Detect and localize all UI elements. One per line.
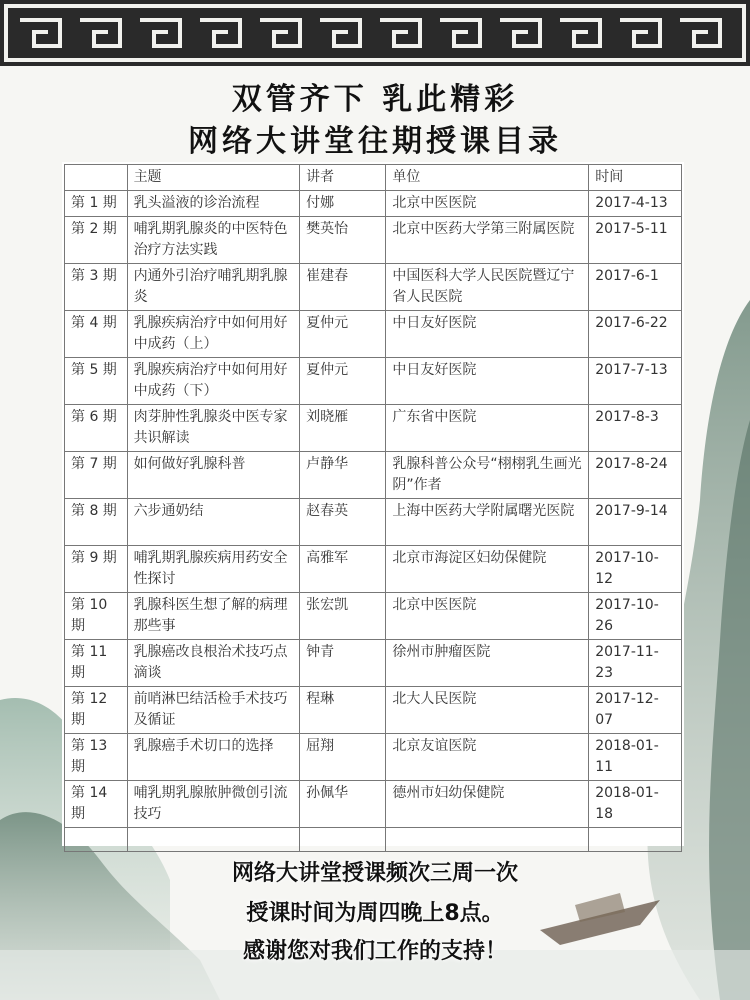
footer-frequency: 网络大讲堂授课频次三周一次 <box>231 861 518 886</box>
cell-lecturer: 高雅军 <box>300 546 386 593</box>
cell-topic: 乳头溢液的诊治流程 <box>127 191 300 217</box>
cell-lecturer: 程琳 <box>300 687 386 734</box>
poster-title: 双管齐下 乳此精彩 <box>231 82 519 117</box>
cell-date: 2017-12-07 <box>589 687 682 734</box>
cell-date: 2017-10-26 <box>589 593 682 640</box>
table-row <box>65 264 682 311</box>
cell-lecturer: 钟青 <box>300 640 386 687</box>
cell-unit: 徐州市肿瘤医院 <box>386 640 589 687</box>
cell-unit: 北京市海淀区妇幼保健院 <box>386 546 589 593</box>
cell-topic: 如何做好乳腺科普 <box>127 452 300 499</box>
table-row-empty <box>65 828 682 852</box>
cell-lecturer: 崔建春 <box>300 264 386 311</box>
cell-date: 2017-8-3 <box>589 405 682 452</box>
header-topic: 主题 <box>127 165 300 191</box>
cell-lecturer: 赵春英 <box>300 499 386 546</box>
cell-topic: 乳腺癌改良根治术技巧点滴谈 <box>127 640 300 687</box>
table-row <box>65 311 682 358</box>
cell-period: 第 10 期 <box>65 593 128 640</box>
footer-thanks: 感谢您对我们工作的支持！ <box>242 939 507 964</box>
lattice-border-decoration <box>0 0 750 72</box>
table-row <box>65 593 682 640</box>
cell-period: 第 4 期 <box>65 311 128 358</box>
header-period <box>65 165 128 191</box>
cell-topic: 哺乳期乳腺疾病用药安全性探讨 <box>127 546 300 593</box>
poster-subtitle: 网络大讲堂往期授课目录 <box>188 124 562 159</box>
cell-topic: 哺乳期乳腺炎的中医特色治疗方法实践 <box>127 217 300 264</box>
cell-unit: 北京中医医院 <box>386 191 589 217</box>
cell-topic: 内通外引治疗哺乳期乳腺炎 <box>127 264 300 311</box>
cell-topic: 肉芽肿性乳腺炎中医专家共识解读 <box>127 405 300 452</box>
cell-period: 第 5 期 <box>65 358 128 405</box>
cell-unit: 北京友谊医院 <box>386 734 589 781</box>
cell-date: 2017-4-13 <box>589 191 682 217</box>
cell-date: 2017-8-24 <box>589 452 682 499</box>
cell-date: 2017-7-13 <box>589 358 682 405</box>
footer-time: 授课时间为周四晚上8点。 <box>246 901 504 926</box>
cell-period: 第 12 期 <box>65 687 128 734</box>
table-row <box>65 217 682 264</box>
table-row <box>65 499 682 546</box>
cell-unit: 上海中医药大学附属曙光医院 <box>386 499 589 546</box>
cell-topic: 哺乳期乳腺脓肿微创引流技巧 <box>127 781 300 828</box>
table-row <box>65 191 682 217</box>
table-row <box>65 405 682 452</box>
cell-date: 2017-6-1 <box>589 264 682 311</box>
cell-date: 2017-6-22 <box>589 311 682 358</box>
cell-lecturer: 孙佩华 <box>300 781 386 828</box>
cell-lecturer: 付娜 <box>300 191 386 217</box>
cell-date: 2017-10-12 <box>589 546 682 593</box>
cell-lecturer: 屈翔 <box>300 734 386 781</box>
cell-period: 第 13 期 <box>65 734 128 781</box>
cell-period: 第 9 期 <box>65 546 128 593</box>
cell-period: 第 2 期 <box>65 217 128 264</box>
table-row <box>65 687 682 734</box>
cell-topic: 前哨淋巴结活检手术技巧及循证 <box>127 687 300 734</box>
cell-topic: 六步通奶结 <box>127 499 300 546</box>
cell-unit: 中日友好医院 <box>386 311 589 358</box>
table-row <box>65 546 682 593</box>
cell-unit: 中日友好医院 <box>386 358 589 405</box>
cell-period: 第 3 期 <box>65 264 128 311</box>
table-header-row <box>65 165 682 191</box>
cell-period: 第 1 期 <box>65 191 128 217</box>
cell-date: 2017-11-23 <box>589 640 682 687</box>
cell-unit: 中国医科大学人民医院暨辽宁省人民医院 <box>386 264 589 311</box>
cell-lecturer: 樊英怡 <box>300 217 386 264</box>
cell-lecturer: 夏仲元 <box>300 311 386 358</box>
table-row <box>65 734 682 781</box>
cell-period: 第 8 期 <box>65 499 128 546</box>
table-row <box>65 452 682 499</box>
cell-period: 第 7 期 <box>65 452 128 499</box>
cell-period: 第 11 期 <box>65 640 128 687</box>
cell-period: 第 14 期 <box>65 781 128 828</box>
cell-period: 第 6 期 <box>65 405 128 452</box>
cell-topic: 乳腺疾病治疗中如何用好中成药（上） <box>127 311 300 358</box>
cell-date: 2017-9-14 <box>589 499 682 546</box>
table-row <box>65 781 682 828</box>
cell-lecturer: 张宏凯 <box>300 593 386 640</box>
table-row <box>65 358 682 405</box>
cell-lecturer: 夏仲元 <box>300 358 386 405</box>
cell-topic: 乳腺科医生想了解的病理那些事 <box>127 593 300 640</box>
table-row <box>65 640 682 687</box>
cell-unit: 北大人民医院 <box>386 687 589 734</box>
cell-lecturer: 刘晓雁 <box>300 405 386 452</box>
header-unit: 单位 <box>386 165 589 191</box>
cell-unit: 乳腺科普公众号“栩栩乳生画光阴”作者 <box>386 452 589 499</box>
course-table <box>64 164 682 852</box>
cell-unit: 广东省中医院 <box>386 405 589 452</box>
cell-topic: 乳腺疾病治疗中如何用好中成药（下） <box>127 358 300 405</box>
cell-date: 2018-01-11 <box>589 734 682 781</box>
cell-lecturer: 卢静华 <box>300 452 386 499</box>
cell-unit: 北京中医药大学第三附属医院 <box>386 217 589 264</box>
cell-date: 2018-01-18 <box>589 781 682 828</box>
cell-unit: 北京中医医院 <box>386 593 589 640</box>
cell-date: 2017-5-11 <box>589 217 682 264</box>
header-lecturer: 讲者 <box>300 165 386 191</box>
cell-topic: 乳腺癌手术切口的选择 <box>127 734 300 781</box>
header-date: 时间 <box>589 165 682 191</box>
cell-unit: 德州市妇幼保健院 <box>386 781 589 828</box>
